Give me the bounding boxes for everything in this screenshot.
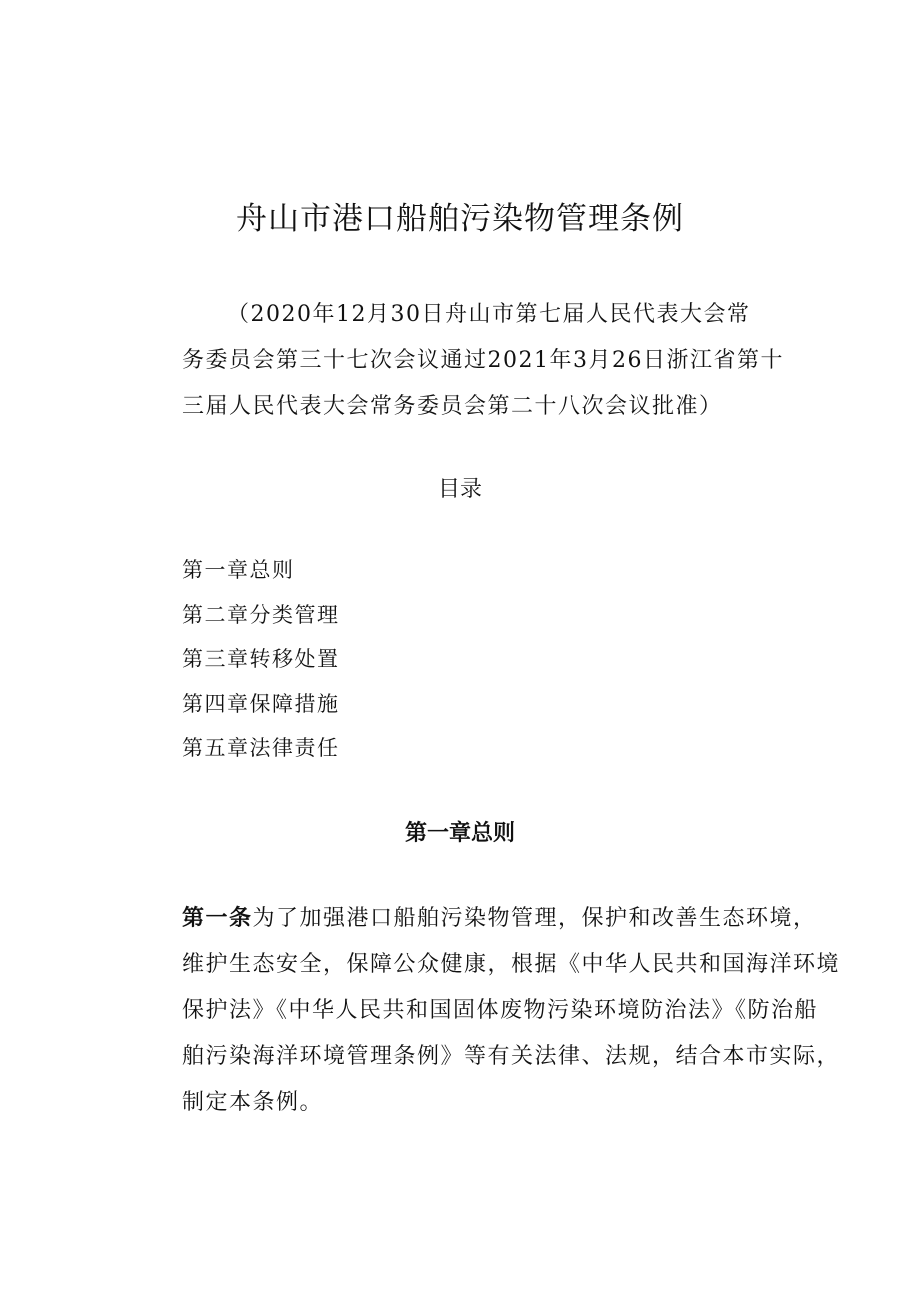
chapter-heading: 第一章总则 bbox=[404, 821, 515, 846]
toc-item-chapter-1: 第一章总则 bbox=[182, 558, 295, 582]
article-label: 第一条 bbox=[182, 906, 253, 931]
article-line: 维护生态安全，保障公众健康，根据《中华人民共和国海洋环境 bbox=[182, 952, 841, 977]
toc-item-chapter-3: 第三章转移处置 bbox=[182, 647, 340, 671]
adoption-note-line: 务委员会第三十七次会议通过2021年3月26日浙江省第十 bbox=[182, 348, 784, 373]
article-line: 舶污染海洋环境管理条例》等有关法律、法规，结合本市实际， bbox=[182, 1044, 841, 1069]
article-1 bbox=[182, 896, 841, 1126]
article-text: 为了加强港口船舶污染物管理，保护和改善生态环境， bbox=[252, 906, 817, 931]
adoption-note-line: 三届人民代表大会常务委员会第二十八次会议批准） bbox=[182, 394, 723, 419]
toc-item-chapter-5: 第五章法律责任 bbox=[182, 736, 340, 760]
adoption-note-line: （2020年12月30日舟山市第七届人民代表大会常 bbox=[227, 302, 751, 327]
toc-list bbox=[182, 548, 340, 771]
document-title: 舟山市港口船舶污染物管理条例 bbox=[236, 201, 684, 237]
toc-heading: 目录 bbox=[437, 477, 482, 502]
toc-item-chapter-2: 第二章分类管理 bbox=[182, 602, 340, 627]
article-line: 制定本条例。 bbox=[182, 1090, 324, 1115]
toc-item-chapter-4: 第四章保障措施 bbox=[182, 691, 340, 716]
article-line bbox=[182, 896, 817, 942]
article-line: 保护法》《中华人民共和国固体废物污染环境防治法》《防治船 bbox=[182, 998, 819, 1023]
adoption-note bbox=[182, 292, 807, 430]
